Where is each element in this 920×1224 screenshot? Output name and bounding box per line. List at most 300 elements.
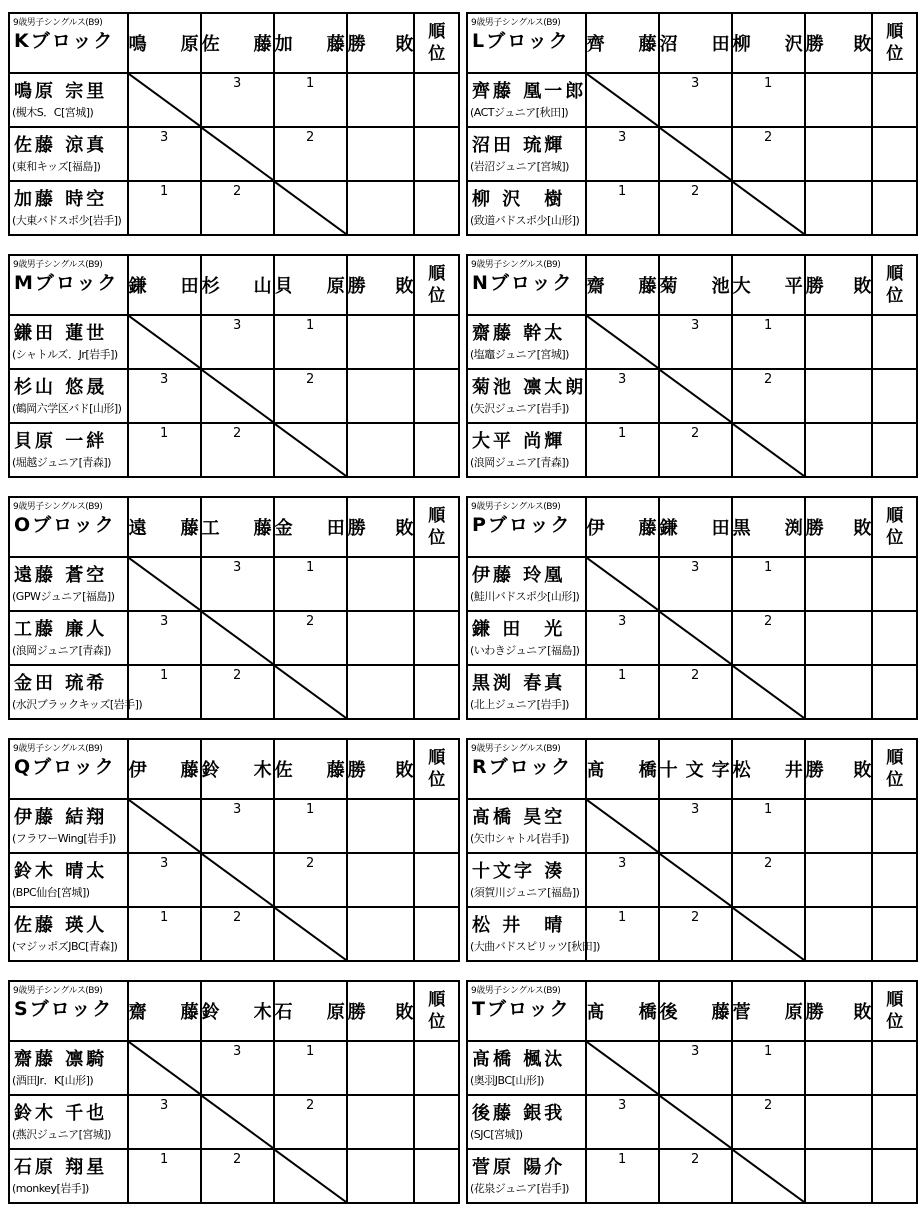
opponent-header-2: 十文字 [659, 739, 732, 799]
player-name: 遠藤 蒼空 [14, 565, 108, 586]
player-cell [9, 423, 128, 477]
rank-header-1: 順 [886, 748, 904, 768]
block-table [466, 496, 918, 720]
win-loss-cell [347, 73, 415, 127]
score-cell [201, 1041, 274, 1095]
player-cell [9, 1149, 128, 1203]
opponent-header-1: 髙 橋 [586, 981, 659, 1041]
score-cell [128, 611, 201, 665]
diagonal-cell [201, 853, 274, 907]
match-number: 2 [764, 856, 773, 871]
block-name: Mブロック [14, 272, 119, 294]
match-number: 3 [159, 372, 169, 387]
opponent-header-2: 杉 山 [201, 255, 274, 315]
score-cell [659, 799, 732, 853]
match-number: 2 [691, 426, 700, 441]
score-cell [659, 1041, 732, 1095]
player-name: 石原 翔星 [14, 1157, 108, 1178]
player-row-3 [9, 181, 459, 235]
match-number: 2 [691, 910, 700, 925]
round-robin-block-Lブロック [466, 12, 918, 234]
player-club: (塩竈ジュニア[宮城]) [470, 348, 569, 361]
player-club: (酒田Jr．K[山形]) [12, 1074, 94, 1087]
diagonal-cell [201, 127, 274, 181]
match-number: 1 [306, 1044, 315, 1059]
player-row-3 [9, 1149, 459, 1203]
win-loss-cell [805, 853, 873, 907]
diagonal-cell [659, 369, 732, 423]
score-cell [732, 1041, 805, 1095]
win-loss-cell [805, 181, 873, 235]
match-number: 3 [233, 1044, 242, 1059]
score-cell [201, 73, 274, 127]
diagonal-cell [128, 73, 201, 127]
win-loss-cell [347, 423, 415, 477]
match-number: 1 [306, 76, 315, 91]
category-label: 9歳男子シングルス(B9) [471, 502, 561, 512]
diagonal-cell [732, 665, 805, 719]
rank-header [414, 13, 459, 73]
player-row-3 [467, 181, 917, 235]
player-row-3 [9, 423, 459, 477]
win-loss-cell [347, 1149, 415, 1203]
score-cell [274, 369, 347, 423]
score-cell [586, 907, 659, 961]
opponent-header-3: 貝 原 [274, 255, 347, 315]
rank-header-2: 位 [428, 770, 446, 790]
match-number: 3 [233, 560, 242, 575]
score-cell [732, 315, 805, 369]
player-name: 松 井 晴 [472, 915, 566, 936]
player-cell [467, 799, 586, 853]
win-loss-cell [347, 1041, 415, 1095]
score-cell [201, 665, 274, 719]
player-cell [467, 315, 586, 369]
player-club: (水沢ブラックキッズ[岩手]) [12, 698, 143, 711]
player-club: (いわきジュニア[福島]) [470, 644, 580, 657]
match-number: 2 [306, 856, 315, 871]
diagonal-cell [128, 557, 201, 611]
diagonal-cell [128, 315, 201, 369]
rank-header-2: 位 [886, 44, 904, 64]
block-title-cell [9, 981, 128, 1041]
diagonal-cell [659, 611, 732, 665]
player-name: 鳴原 宗里 [14, 81, 108, 102]
player-club: (矢巾シャトル[岩手]) [470, 832, 569, 845]
win-loss-cell [347, 557, 415, 611]
opponent-header-1: 齋 藤 [586, 255, 659, 315]
block-table [466, 254, 918, 478]
block-table [466, 738, 918, 962]
rank-cell [414, 853, 459, 907]
opponent-header-1: 髙 橋 [586, 739, 659, 799]
match-number: 3 [617, 856, 627, 871]
player-row-3 [467, 423, 917, 477]
diagonal-cell [274, 181, 347, 235]
win-loss-cell [347, 181, 415, 235]
win-loss-cell [805, 1095, 873, 1149]
win-loss-header: 勝 敗 [805, 13, 873, 73]
player-row-2 [467, 611, 917, 665]
block-title-cell [467, 255, 586, 315]
player-cell [467, 853, 586, 907]
player-name: 佐藤 瑛人 [14, 915, 108, 936]
player-row-2 [467, 853, 917, 907]
block-title-cell [9, 13, 128, 73]
score-cell [732, 73, 805, 127]
score-cell [201, 907, 274, 961]
score-cell [659, 1149, 732, 1203]
score-cell [274, 127, 347, 181]
rank-header-1: 順 [886, 990, 904, 1010]
win-loss-cell [347, 611, 415, 665]
score-cell [128, 423, 201, 477]
player-name: 鈴木 晴太 [14, 861, 108, 882]
player-name: 沼田 琉輝 [472, 135, 566, 156]
player-name: 工藤 廉人 [14, 619, 108, 640]
player-row-2 [9, 853, 459, 907]
score-cell [201, 557, 274, 611]
rank-cell [414, 127, 459, 181]
player-club: (シャトルズ．Jr[岩手]) [12, 348, 118, 361]
opponent-header-1: 鳴 原 [128, 13, 201, 73]
round-robin-block-Mブロック [8, 254, 460, 476]
rank-header-2: 位 [428, 286, 446, 306]
rank-cell [872, 181, 917, 235]
match-number: 3 [691, 1044, 700, 1059]
player-name: 齋藤 凛騎 [14, 1049, 108, 1070]
rank-cell [872, 799, 917, 853]
player-club: (矢沢ジュニア[岩手]) [470, 402, 569, 415]
block-title-cell [467, 13, 586, 73]
win-loss-cell [347, 907, 415, 961]
match-number: 1 [159, 184, 169, 199]
player-name: 柳 沢 樹 [472, 189, 566, 210]
match-number: 1 [617, 910, 627, 925]
rank-cell [872, 907, 917, 961]
match-number: 3 [159, 130, 169, 145]
match-number: 1 [764, 560, 773, 575]
opponent-header-3: 加 藤 [274, 13, 347, 73]
score-cell [732, 557, 805, 611]
rank-header-2: 位 [428, 44, 446, 64]
diagonal-cell [586, 557, 659, 611]
player-row-1 [9, 315, 459, 369]
rank-header [872, 255, 917, 315]
player-cell [9, 315, 128, 369]
rank-cell [414, 369, 459, 423]
match-number: 3 [617, 614, 627, 629]
win-loss-cell [347, 799, 415, 853]
match-number: 1 [306, 802, 315, 817]
match-number: 2 [691, 1152, 700, 1167]
match-number: 3 [159, 614, 169, 629]
score-cell [586, 1149, 659, 1203]
opponent-header-1: 鎌 田 [128, 255, 201, 315]
win-loss-header: 勝 敗 [805, 739, 873, 799]
score-cell [659, 665, 732, 719]
opponent-header-1: 齋 藤 [128, 981, 201, 1041]
player-name: 鈴木 千也 [14, 1103, 108, 1124]
player-cell [467, 127, 586, 181]
player-club: (致道バドスポ少[山形]) [470, 214, 580, 227]
rank-header-2: 位 [886, 770, 904, 790]
block-name: Nブロック [472, 272, 574, 294]
score-cell [732, 127, 805, 181]
match-number: 2 [233, 668, 242, 683]
player-club: (BPC仙台[宮城]) [12, 886, 90, 899]
block-table [8, 980, 460, 1204]
player-name: 佐藤 涼真 [14, 135, 108, 156]
player-row-2 [9, 1095, 459, 1149]
player-cell [467, 369, 586, 423]
player-name: 鎌田 蓮世 [14, 323, 108, 344]
player-row-2 [467, 369, 917, 423]
player-row-1 [9, 557, 459, 611]
diagonal-cell [274, 907, 347, 961]
rank-header [414, 255, 459, 315]
rank-cell [872, 369, 917, 423]
match-number: 3 [691, 802, 700, 817]
diagonal-cell [586, 73, 659, 127]
player-cell [9, 799, 128, 853]
diagonal-cell [586, 799, 659, 853]
player-row-1 [467, 73, 917, 127]
score-cell [274, 611, 347, 665]
block-name: Qブロック [14, 756, 116, 778]
diagonal-cell [659, 1095, 732, 1149]
score-cell [586, 181, 659, 235]
rank-header [414, 497, 459, 557]
score-cell [128, 907, 201, 961]
player-cell [9, 73, 128, 127]
player-club: (堀越ジュニア[青森]) [12, 456, 111, 469]
player-club: (岩沼ジュニア[宮城]) [470, 160, 569, 173]
rank-header-1: 順 [428, 990, 446, 1010]
win-loss-cell [805, 73, 873, 127]
match-number: 2 [691, 184, 700, 199]
match-number: 3 [691, 318, 700, 333]
player-club: (須賀川ジュニア[福島]) [470, 886, 580, 899]
player-row-1 [467, 315, 917, 369]
player-cell [467, 181, 586, 235]
win-loss-cell [347, 665, 415, 719]
rank-cell [872, 423, 917, 477]
block-title-cell [467, 739, 586, 799]
win-loss-cell [347, 1095, 415, 1149]
player-cell [467, 423, 586, 477]
player-row-1 [467, 1041, 917, 1095]
player-cell [9, 181, 128, 235]
win-loss-header: 勝 敗 [347, 13, 415, 73]
player-club: (浪岡ジュニア[青森]) [470, 456, 569, 469]
player-cell [467, 557, 586, 611]
score-cell [274, 1095, 347, 1149]
block-table [8, 496, 460, 720]
rank-cell [872, 1149, 917, 1203]
opponent-header-2: 佐 藤 [201, 13, 274, 73]
player-row-3 [9, 907, 459, 961]
player-club: (鮭川バドスポ少[山形]) [470, 590, 580, 603]
match-number: 1 [617, 184, 627, 199]
rank-header [872, 739, 917, 799]
rank-header [414, 739, 459, 799]
match-number: 3 [233, 802, 242, 817]
player-row-1 [9, 799, 459, 853]
diagonal-cell [274, 665, 347, 719]
rank-cell [872, 1041, 917, 1095]
rank-header-1: 順 [886, 264, 904, 284]
diagonal-cell [128, 1041, 201, 1095]
block-name: Pブロック [472, 514, 572, 536]
score-cell [201, 315, 274, 369]
player-name: 大平 尚輝 [472, 431, 566, 452]
player-cell [467, 665, 586, 719]
score-cell [586, 127, 659, 181]
score-cell [732, 1095, 805, 1149]
match-number: 3 [233, 76, 242, 91]
block-table [8, 738, 460, 962]
diagonal-cell [732, 423, 805, 477]
diagonal-cell [732, 1149, 805, 1203]
player-row-3 [467, 665, 917, 719]
category-label: 9歳男子シングルス(B9) [471, 986, 561, 996]
match-number: 1 [159, 1152, 169, 1167]
win-loss-cell [805, 665, 873, 719]
match-number: 1 [617, 668, 627, 683]
score-cell [659, 73, 732, 127]
player-club: (燕沢ジュニア[宮城]) [12, 1128, 111, 1141]
block-title-cell [9, 497, 128, 557]
rank-cell [414, 611, 459, 665]
rank-cell [872, 611, 917, 665]
opponent-header-1: 遠 藤 [128, 497, 201, 557]
win-loss-cell [347, 369, 415, 423]
score-cell [274, 853, 347, 907]
opponent-header-2: 工 藤 [201, 497, 274, 557]
win-loss-cell [347, 127, 415, 181]
player-cell [9, 1041, 128, 1095]
player-name: 伊藤 結翔 [14, 807, 108, 828]
player-cell [467, 1149, 586, 1203]
player-name: 鎌 田 光 [472, 619, 566, 640]
rank-header [872, 497, 917, 557]
category-label: 9歳男子シングルス(B9) [471, 744, 561, 754]
win-loss-cell [805, 799, 873, 853]
player-cell [9, 369, 128, 423]
player-name: 加藤 時空 [14, 189, 108, 210]
player-name: 伊藤 玲凰 [472, 565, 566, 586]
player-name: 黒渕 春真 [472, 673, 566, 694]
win-loss-cell [805, 369, 873, 423]
match-number: 3 [691, 560, 700, 575]
win-loss-cell [805, 611, 873, 665]
match-number: 1 [617, 1152, 627, 1167]
player-row-2 [9, 369, 459, 423]
rank-header-1: 順 [886, 22, 904, 42]
opponent-header-3: 菅 原 [732, 981, 805, 1041]
match-number: 2 [233, 184, 242, 199]
match-number: 1 [764, 1044, 773, 1059]
player-cell [467, 1095, 586, 1149]
player-cell [9, 127, 128, 181]
rank-cell [872, 853, 917, 907]
player-row-3 [467, 1149, 917, 1203]
score-cell [586, 665, 659, 719]
score-cell [659, 557, 732, 611]
score-cell [586, 853, 659, 907]
score-cell [732, 853, 805, 907]
round-robin-block-Pブロック [466, 496, 918, 718]
match-number: 1 [159, 668, 169, 683]
rank-header-1: 順 [428, 22, 446, 42]
block-name: Oブロック [14, 514, 116, 536]
rank-header [872, 13, 917, 73]
player-club: (SJC[宮城]) [470, 1128, 523, 1141]
match-number: 1 [159, 426, 169, 441]
player-row-2 [467, 127, 917, 181]
rank-header-1: 順 [428, 506, 446, 526]
win-loss-header: 勝 敗 [805, 981, 873, 1041]
win-loss-cell [805, 557, 873, 611]
match-number: 2 [764, 130, 773, 145]
score-cell [274, 799, 347, 853]
player-name: 杉山 悠晟 [14, 377, 108, 398]
score-cell [201, 799, 274, 853]
diagonal-cell [586, 1041, 659, 1095]
rank-cell [414, 907, 459, 961]
round-robin-block-Qブロック [8, 738, 460, 960]
match-number: 3 [617, 130, 627, 145]
rank-cell [414, 423, 459, 477]
rank-cell [414, 799, 459, 853]
match-number: 3 [233, 318, 242, 333]
block-table [466, 12, 918, 236]
win-loss-header: 勝 敗 [347, 981, 415, 1041]
score-cell [732, 799, 805, 853]
rank-header-2: 位 [886, 528, 904, 548]
player-name: 後藤 銀我 [472, 1103, 566, 1124]
opponent-header-1: 伊 藤 [586, 497, 659, 557]
rank-cell [872, 73, 917, 127]
win-loss-cell [805, 1149, 873, 1203]
block-name: Sブロック [14, 998, 114, 1020]
score-cell [128, 853, 201, 907]
opponent-header-3: 石 原 [274, 981, 347, 1041]
player-cell [9, 1095, 128, 1149]
score-cell [586, 423, 659, 477]
opponent-header-2: 鈴 木 [201, 981, 274, 1041]
score-cell [201, 181, 274, 235]
round-robin-block-Rブロック [466, 738, 918, 960]
rank-cell [414, 73, 459, 127]
player-name: 十文字 湊 [472, 861, 566, 882]
rank-header-2: 位 [428, 528, 446, 548]
score-cell [586, 1095, 659, 1149]
block-table [8, 12, 460, 236]
player-club: (monkey[岩手]) [12, 1182, 89, 1195]
block-title-cell [9, 739, 128, 799]
player-name: 菅原 陽介 [472, 1157, 566, 1178]
rank-header-2: 位 [428, 1012, 446, 1032]
category-label: 9歳男子シングルス(B9) [13, 744, 103, 754]
score-cell [732, 611, 805, 665]
score-cell [128, 1149, 201, 1203]
match-number: 2 [306, 372, 315, 387]
block-title-cell [467, 981, 586, 1041]
rank-header-2: 位 [886, 286, 904, 306]
opponent-header-2: 後 藤 [659, 981, 732, 1041]
